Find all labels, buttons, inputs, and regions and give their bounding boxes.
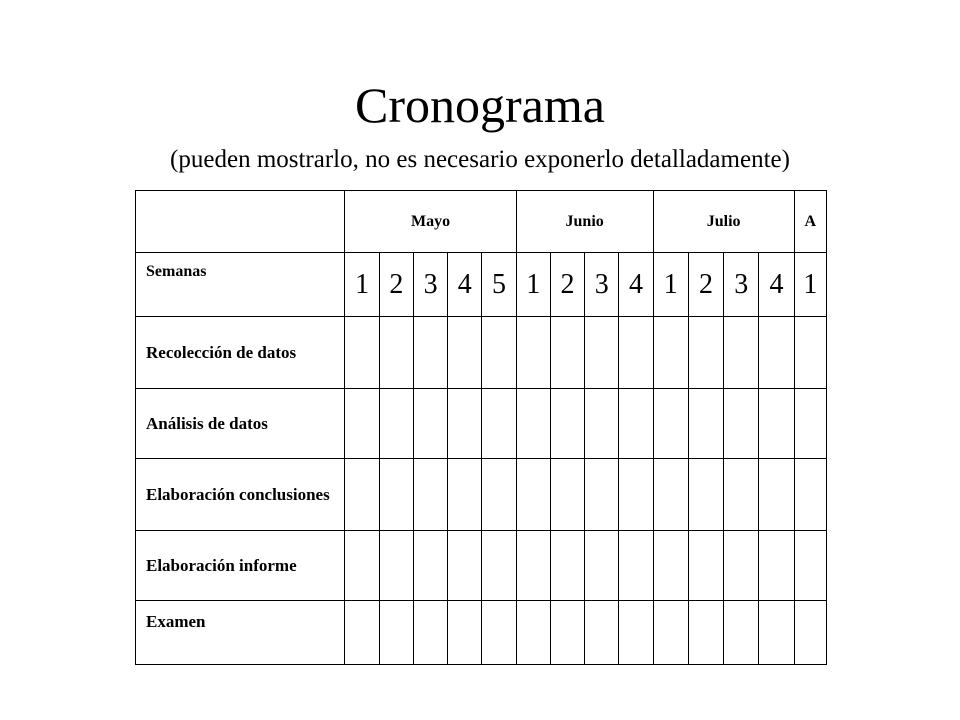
week-number-cell: 5 [482, 253, 516, 317]
schedule-cell [794, 317, 826, 389]
schedule-cell [516, 317, 550, 389]
week-number-cell: 3 [724, 253, 759, 317]
schedule-cell [413, 601, 447, 665]
week-number-cell: 2 [550, 253, 584, 317]
month-header-a: A [794, 191, 826, 253]
schedule-cell [585, 531, 619, 601]
schedule-cell [516, 459, 550, 531]
schedule-cell [482, 389, 516, 459]
schedule-cell [759, 601, 794, 665]
schedule-cell [688, 601, 723, 665]
activity-row [136, 389, 827, 459]
schedule-cell [448, 601, 482, 665]
week-number-cell: 4 [448, 253, 482, 317]
schedule-cell [379, 459, 413, 531]
schedule-cell [413, 531, 447, 601]
schedule-cell [345, 389, 379, 459]
activity-row [136, 601, 827, 665]
schedule-cell [619, 317, 653, 389]
activity-label: Elaboración informe [136, 531, 345, 601]
schedule-cell [759, 531, 794, 601]
schedule-cell [448, 531, 482, 601]
weeks-label: Semanas [136, 253, 345, 317]
schedule-cell [724, 601, 759, 665]
schedule-cell [724, 317, 759, 389]
schedule-cell [482, 459, 516, 531]
schedule-cell [516, 601, 550, 665]
schedule-cell [379, 317, 413, 389]
week-number-cell: 2 [688, 253, 723, 317]
schedule-cell [413, 459, 447, 531]
schedule-cell [759, 317, 794, 389]
schedule-cell [585, 317, 619, 389]
schedule-cell [794, 531, 826, 601]
schedule-cell [688, 531, 723, 601]
schedule-cell [653, 601, 688, 665]
activity-label: Examen [136, 601, 345, 665]
schedule-cell [585, 459, 619, 531]
weeks-row [136, 253, 827, 317]
schedule-cell [550, 389, 584, 459]
schedule-cell [619, 459, 653, 531]
schedule-cell [482, 317, 516, 389]
schedule-cell [653, 531, 688, 601]
schedule-cell [688, 459, 723, 531]
corner-cell [136, 191, 345, 253]
activity-row [136, 317, 827, 389]
activity-label: Elaboración conclusiones [136, 459, 345, 531]
schedule-cell [448, 459, 482, 531]
schedule-cell [345, 601, 379, 665]
week-number-cell: 1 [345, 253, 379, 317]
schedule-cell [550, 531, 584, 601]
schedule-cell [759, 459, 794, 531]
schedule-cell [482, 601, 516, 665]
schedule-cell [413, 317, 447, 389]
week-number-cell: 3 [585, 253, 619, 317]
schedule-cell [619, 389, 653, 459]
schedule-cell [550, 601, 584, 665]
schedule-cell [550, 317, 584, 389]
schedule-cell [345, 317, 379, 389]
slide-subtitle: (pueden mostrarlo, no es necesario exponerlo detalladamente) [170, 146, 790, 173]
schedule-cell [413, 389, 447, 459]
schedule-cell [653, 459, 688, 531]
schedule-cell [759, 389, 794, 459]
month-header-mayo: Mayo [345, 191, 516, 253]
schedule-cell [379, 389, 413, 459]
schedule-cell [619, 601, 653, 665]
schedule-cell [345, 531, 379, 601]
week-number-cell: 1 [653, 253, 688, 317]
schedule-cell [688, 389, 723, 459]
schedule-cell [653, 389, 688, 459]
month-header-julio: Julio [653, 191, 794, 253]
schedule-cell [482, 531, 516, 601]
schedule-cell [550, 459, 584, 531]
week-number-cell: 4 [759, 253, 794, 317]
schedule-cell [516, 389, 550, 459]
schedule-cell [585, 601, 619, 665]
week-number-cell: 4 [619, 253, 653, 317]
schedule-cell [724, 389, 759, 459]
schedule-cell [794, 459, 826, 531]
week-number-cell: 2 [379, 253, 413, 317]
week-number-cell: 1 [794, 253, 826, 317]
month-header-row [136, 191, 827, 253]
activity-label: Recolección de datos [136, 317, 345, 389]
schedule-cell [794, 389, 826, 459]
schedule-cell [688, 317, 723, 389]
schedule-cell [516, 531, 550, 601]
schedule-cell [448, 389, 482, 459]
slide-title: Cronograma [355, 77, 605, 133]
schedule-cell [653, 317, 688, 389]
activity-label: Análisis de datos [136, 389, 345, 459]
schedule-cell [724, 531, 759, 601]
activity-row [136, 459, 827, 531]
schedule-cell [345, 459, 379, 531]
month-header-junio: Junio [516, 191, 653, 253]
schedule-cell [794, 601, 826, 665]
schedule-cell [619, 531, 653, 601]
schedule-cell [724, 459, 759, 531]
week-number-cell: 3 [413, 253, 447, 317]
week-number-cell: 1 [516, 253, 550, 317]
schedule-cell [379, 601, 413, 665]
schedule-table [135, 190, 827, 665]
schedule-cell [448, 317, 482, 389]
schedule-cell [585, 389, 619, 459]
schedule-cell [379, 531, 413, 601]
activity-row [136, 531, 827, 601]
